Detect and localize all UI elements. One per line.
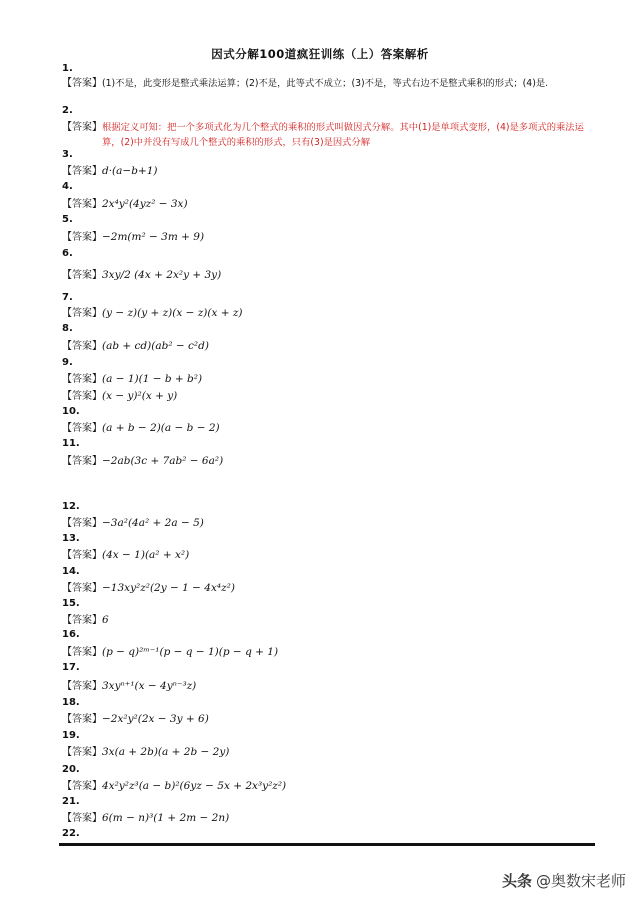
- answer-text: (1)不是，此变形是整式乘法运算；(2)不是，此等式不成立；(3)不是，等式右边不是整式乘积的形式；(4)是.: [102, 78, 549, 89]
- answer-row: [62, 613, 602, 628]
- answer-row: [62, 306, 602, 321]
- watermark: [502, 870, 626, 891]
- answer-tag: 【答案】: [62, 681, 102, 692]
- answer-row: [62, 230, 602, 245]
- answer-tag: 【答案】: [62, 78, 102, 89]
- answer-tag: 【答案】: [62, 232, 102, 243]
- answer-tag: 【答案】: [62, 122, 102, 133]
- answer-tag: 【答案】: [62, 781, 102, 792]
- question-number: 22.: [62, 828, 80, 839]
- question-number: 8.: [62, 323, 73, 334]
- answer-tag: 【答案】: [62, 199, 102, 210]
- question-number: 15.: [62, 598, 80, 609]
- answer-expression: 2x⁴y²(4yz² − 3x): [102, 198, 188, 210]
- question-number: 13.: [62, 533, 80, 544]
- answer-tag: 【答案】: [62, 166, 102, 177]
- answer-expression: −2m(m² − 3m + 9): [102, 231, 205, 243]
- question-number: 7.: [62, 292, 73, 303]
- answer-expression: 6(m − n)³(1 + 2m − 2n): [102, 812, 230, 824]
- watermark-brand: 头条: [501, 872, 532, 890]
- question-number: 2.: [62, 105, 73, 116]
- answer-row: [62, 548, 602, 563]
- answer-row: [62, 389, 602, 404]
- question-number: 10.: [62, 406, 80, 417]
- answer-row: [62, 645, 602, 660]
- answer-expression: (a + b − 2)(a − b − 2): [102, 422, 220, 434]
- answer-row: [62, 811, 602, 826]
- answer-expression: 3x(a + 2b)(a + 2b − 2y): [102, 746, 230, 758]
- answer-expression: 6: [102, 614, 109, 626]
- answer-row: [62, 372, 602, 387]
- answer-expression: (y − z)(y + z)(x − z)(x + z): [102, 307, 243, 319]
- answer-row: [62, 268, 602, 283]
- answer-tag: 【答案】: [62, 714, 102, 725]
- answer-row: [62, 581, 602, 596]
- answer-expression: (4x − 1)(a² + x²): [102, 549, 190, 561]
- answer-expression: (ab + cd)(ab² − c²d): [102, 340, 209, 352]
- answer-tag: 【答案】: [62, 391, 102, 402]
- bottom-rule: [59, 843, 595, 846]
- answer-row: [62, 421, 602, 436]
- answer-row: [62, 76, 602, 91]
- answer-expression: −2x²y²(2x − 3y + 6): [102, 713, 209, 725]
- question-number: 16.: [62, 629, 80, 640]
- answer-expression: (x − y)²(x + y): [102, 390, 178, 402]
- answer-tag: 【答案】: [62, 270, 102, 281]
- answer-expression: −2ab(3c + 7ab² − 6a²): [102, 455, 224, 467]
- answer-tag: 【答案】: [62, 456, 102, 467]
- answer-row: [62, 339, 602, 354]
- answer-expression: (a − 1)(1 − b + b²): [102, 373, 203, 385]
- question-number: 12.: [62, 501, 80, 512]
- answer-expression: d·(a−b+1): [102, 165, 158, 177]
- question-number: 18.: [62, 697, 80, 708]
- question-number: 17.: [62, 662, 80, 673]
- answer-text: 根据定义可知：把一个多项式化为几个整式的乘积的形式叫做因式分解。其中(1)是单项式变形，(4)是多项式的乘法运算，(2)中并没有写成几个整式的乘积的形式，只有(3)是因式分解: [102, 122, 584, 148]
- answer-row: [62, 712, 602, 727]
- answer-expression: −13xy²z²(2y − 1 − 4x⁴z²): [102, 582, 235, 594]
- answer-expression: 3xy/2 (4x + 2x²y + 3y): [102, 269, 222, 281]
- answer-tag: 【答案】: [62, 813, 102, 824]
- question-number: 20.: [62, 764, 80, 775]
- answer-row: [62, 679, 602, 694]
- answer-row: [62, 779, 602, 794]
- question-number: 1.: [62, 63, 73, 74]
- answer-row: [62, 745, 602, 760]
- answer-row: [62, 516, 602, 531]
- answer-row: [62, 197, 602, 212]
- answer-row: [62, 454, 602, 469]
- question-number: 5.: [62, 214, 73, 225]
- question-number: 6.: [62, 248, 73, 259]
- answer-tag: 【答案】: [62, 341, 102, 352]
- answer-tag: 【答案】: [62, 615, 102, 626]
- answer-tag: 【答案】: [62, 518, 102, 529]
- question-number: 19.: [62, 730, 80, 741]
- question-number: 9.: [62, 357, 73, 368]
- answer-expression: 4x²y²z³(a − b)²(6yz − 5x + 2x³y²z²): [102, 780, 287, 792]
- answer-tag: 【答案】: [62, 583, 102, 594]
- answer-expression: 3xyⁿ⁺¹(x − 4yⁿ⁻³z): [102, 680, 197, 692]
- answer-tag: 【答案】: [62, 747, 102, 758]
- answer-tag: 【答案】: [62, 550, 102, 561]
- question-number: 4.: [62, 181, 73, 192]
- answer-expression: −3a²(4a² + 2a − 5): [102, 517, 204, 529]
- answer-tag: 【答案】: [62, 308, 102, 319]
- answer-row: [62, 164, 602, 179]
- question-number: 14.: [62, 566, 80, 577]
- answer-tag: 【答案】: [62, 374, 102, 385]
- answer-tag: 【答案】: [62, 647, 102, 658]
- answer-expression: (p − q)²ᵐ⁻¹(p − q − 1)(p − q + 1): [102, 646, 279, 658]
- page-title: 因式分解100道疯狂训练（上）答案解析: [211, 47, 429, 61]
- question-number: 11.: [62, 438, 80, 449]
- watermark-handle: @奥数宋老师: [535, 872, 626, 890]
- question-number: 3.: [62, 149, 73, 160]
- answer-row: [62, 120, 602, 150]
- answer-tag: 【答案】: [62, 423, 102, 434]
- question-number: 21.: [62, 796, 80, 807]
